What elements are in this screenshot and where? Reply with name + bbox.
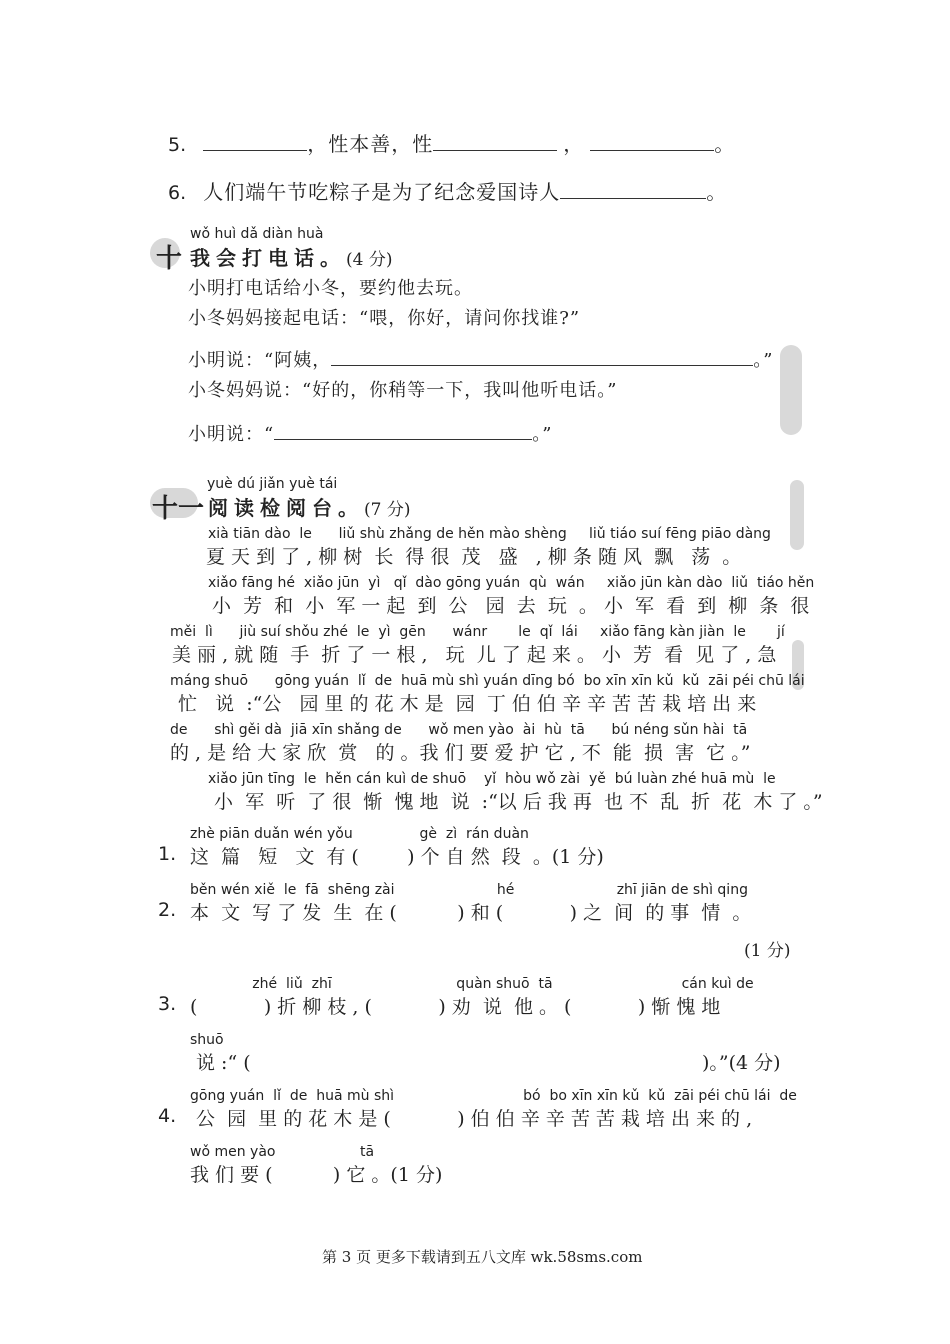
section-title: 我会打电话: [190, 246, 320, 270]
question-text: 我 们 要 ( ) 它 。(1 分): [190, 1164, 443, 1186]
passage-pinyin: de shì gěi dà jiā xīn shǎng de wǒ men yào ài hù tā bú néng sǔn hài tā: [170, 722, 748, 738]
answer-blank[interactable]: [433, 132, 557, 151]
question-text: 本 文 写 了 发 生 在 ( ) 和 ( ) 之 间 的 事 情 。: [190, 902, 752, 924]
section-number: 十: [156, 244, 183, 274]
decorative-shape: [790, 480, 804, 550]
question-score: (1 分): [744, 941, 791, 961]
passage-text: 美 丽 , 就 随 手 折 了 一 根 , 玩 儿 了 起 来 。 小 芳 看 见 了 , 急: [172, 644, 777, 666]
dialogue-text: 。”: [532, 424, 553, 445]
section-title-pinyin: wǒ huì dǎ diàn huà: [190, 226, 324, 242]
question-pinyin: zhè piān duǎn wén yǒu gè zì rán duàn: [190, 826, 529, 842]
question-pinyin: wǒ men yào tā: [190, 1144, 375, 1160]
section-title-dot: 。: [320, 246, 346, 270]
section-score: (4 分): [346, 250, 393, 270]
question-text: ，: [563, 132, 585, 156]
section-number: 十一: [152, 494, 205, 524]
question-pinyin: zhé liǔ zhī quàn shuō tā cán kuì de: [190, 976, 754, 992]
question-pinyin: gōng yuán lǐ de huā mù shì bó bo xīn xīn kǔ kǔ zāi péi chū lái de: [190, 1088, 797, 1104]
question-number: 5.: [168, 134, 187, 156]
passage-text: 的 , 是 给 大 家 欣 赏 的 。我 们 要 爱 护 它 , 不 能 损 害 它 。”: [170, 742, 751, 764]
answer-blank[interactable]: [203, 132, 307, 151]
question-pinyin: shuō: [190, 1032, 224, 1048]
passage-pinyin: xiǎo jūn tīng le hěn cán kuì de shuō yǐ hòu wǒ zài yě bú luàn zhé huā mù le: [208, 771, 776, 787]
decorative-shape: [780, 345, 802, 435]
question-text: 。: [714, 132, 736, 156]
answer-blank[interactable]: [274, 421, 532, 440]
page-footer: 第 3 页 更多下载请到五八文库 wk.58sms.com: [322, 1248, 643, 1266]
question-text: 。: [706, 180, 728, 204]
answer-blank[interactable]: [331, 347, 753, 366]
question-text: 说 :“ (: [196, 1052, 251, 1074]
dialogue-line: [188, 346, 773, 372]
section-heading: [208, 492, 410, 521]
question-6: [168, 176, 727, 205]
dialogue-line: [188, 420, 552, 446]
section-heading: [190, 242, 392, 271]
dialogue-line: 小明打电话给小冬，要约他去玩。: [188, 278, 473, 299]
question-text: 公 园 里 的 花 木 是 ( ) 伯 伯 辛 辛 苦 苦 栽 培 出 来 的 ,: [196, 1108, 753, 1130]
question-number: 3.: [158, 993, 177, 1015]
question-text: ，性本善，性: [307, 132, 434, 156]
section-score: (7 分): [364, 500, 411, 520]
dialogue-text: 小明说：“阿姨，: [188, 350, 332, 371]
question-text: 这 篇 短 文 有 ( ) 个 自 然 段 。(1 分): [190, 846, 604, 868]
dialogue-line: 小冬妈妈接起电话：“喂，你好，请问你找谁?”: [188, 308, 581, 329]
passage-pinyin: xià tiān dào le liǔ shù zhǎng de hěn mào shèng liǔ tiáo suí fēng piāo dàng: [208, 526, 771, 542]
question-5: [168, 128, 735, 157]
passage-pinyin: xiǎo fāng hé xiǎo jūn yì qǐ dào gōng yuán qù wán xiǎo jūn kàn dào liǔ tiáo hěn: [208, 575, 815, 591]
section-title: 阅读检阅台: [208, 496, 338, 520]
question-number: 1.: [158, 843, 177, 865]
question-number: 4.: [158, 1105, 177, 1127]
dialogue-line: 小冬妈妈说：“好的，你稍等一下，我叫他听电话。”: [188, 380, 618, 401]
question-number: 6.: [168, 182, 187, 204]
passage-text: 小 芳 和 小 军 一 起 到 公 园 去 玩 。 小 军 看 到 柳 条 很: [212, 595, 810, 617]
passage-text: 忙 说 :“公 园 里 的 花 木 是 园 丁 伯 伯 辛 辛 苦 苦 栽 培 出 来: [172, 693, 757, 715]
section-title-pinyin: yuè dú jiǎn yuè tái: [207, 476, 338, 492]
question-pinyin: běn wén xiě le fā shēng zài hé zhī jiān de shì qing: [190, 882, 748, 898]
question-text: )。”(4 分): [702, 1052, 781, 1074]
dialogue-text: 。”: [753, 350, 774, 371]
answer-blank[interactable]: [590, 132, 714, 151]
question-text: 人们端午节吃粽子是为了纪念爱国诗人: [203, 180, 561, 204]
dialogue-text: 小明说：“: [188, 424, 275, 445]
section-title-dot: 。: [338, 496, 364, 520]
question-text: ( ) 折 柳 枝 , ( ) 劝 说 他 。 ( ) 惭 愧 地: [190, 996, 721, 1018]
question-number: 2.: [158, 899, 177, 921]
passage-pinyin: máng shuō gōng yuán lǐ de huā mù shì yuán dīng bó bo xīn xīn kǔ kǔ zāi péi chū lái: [170, 673, 805, 689]
passage-text: 夏 天 到 了 , 柳 树 长 得 很 茂 盛 , 柳 条 随 风 飘 荡 。: [206, 546, 742, 568]
passage-pinyin: měi lì jiù suí shǒu zhé le yì gēn wánr le qǐ lái xiǎo fāng kàn jiàn le jí: [170, 624, 785, 640]
answer-blank[interactable]: [560, 180, 706, 199]
passage-text: 小 军 听 了 很 惭 愧 地 说 :“以 后 我 再 也 不 乱 折 花 木 了 。”: [208, 791, 823, 813]
